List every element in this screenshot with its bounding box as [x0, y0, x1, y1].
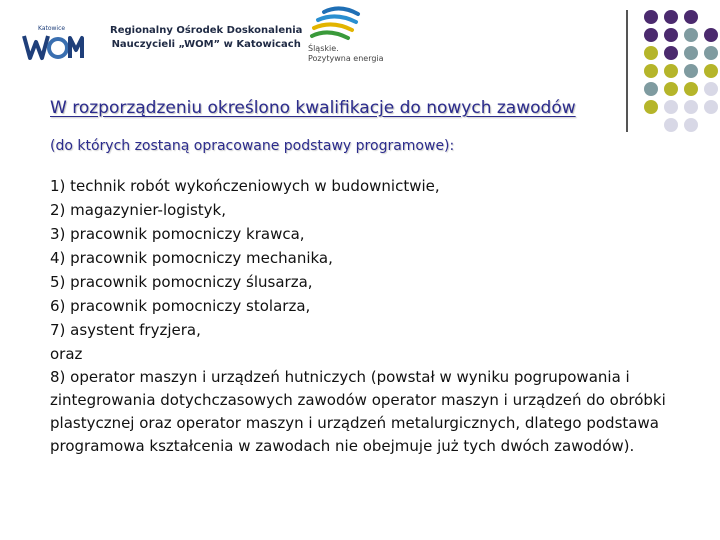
decor-dot [664, 10, 678, 24]
occupation-list [50, 174, 690, 458]
decor-dot [644, 46, 658, 60]
slaskie-logo-text [308, 44, 384, 64]
decor-dot [644, 28, 658, 42]
list-item: 2) magazynier-logistyk, [50, 201, 227, 219]
wom-logo-small-text: Katowice [38, 25, 66, 32]
decor-dot [684, 10, 698, 24]
decor-dot [664, 46, 678, 60]
decor-dot [704, 46, 718, 60]
list-item: 7) asystent fryzjera, [50, 321, 201, 339]
wom-logo [18, 22, 84, 64]
decor-dot [704, 64, 718, 78]
list-item: 3) pracownik pomocniczy krawca, [50, 225, 305, 243]
list-item-8: 8) operator maszyn i urządzeń hutniczych (powstał w wyniku pogrupowania i zintegrowania dotychczasowych zawodów operator maszyn i urządzeń do obróbki plastycznej oraz operator maszyn i urządzeń metalurgicznych, dlatego podstawa programowa kształcenia w zawodach nie obejmuje już tych dwóch zawodów). [50, 368, 666, 455]
decor-dot [664, 64, 678, 78]
slide-subtitle: (do których zostaną opracowane podstawy programowe): [50, 138, 455, 154]
slaskie-line1: Śląskie. [308, 44, 339, 53]
organization-name-line2: Nauczycieli „WOM” w Katowicach [111, 39, 301, 50]
list-item: oraz [50, 345, 83, 363]
decor-dot [644, 10, 658, 24]
decor-dot [704, 82, 718, 96]
decor-dot [644, 100, 658, 114]
decor-dot [644, 82, 658, 96]
decor-dot [704, 100, 718, 114]
decor-dot [704, 28, 718, 42]
decor-dot [684, 82, 698, 96]
decor-dot [664, 118, 678, 132]
organization-name-line1: Regionalny Ośrodek Doskonalenia [110, 25, 303, 36]
slide-title: W rozporządzeniu określono kwalifikacje do nowych zawodów [50, 98, 576, 118]
header-divider [626, 10, 628, 132]
decor-dot [664, 100, 678, 114]
decor-dot [664, 28, 678, 42]
decor-dot [664, 82, 678, 96]
decor-dot [684, 46, 698, 60]
list-item: 5) pracownik pomocniczy ślusarza, [50, 273, 313, 291]
decorative-dot-grid [638, 10, 718, 134]
list-item: 6) pracownik pomocniczy stolarza, [50, 297, 311, 315]
slaskie-line2: Pozytywna energia [308, 54, 384, 63]
decor-dot [684, 64, 698, 78]
decor-dot [684, 118, 698, 132]
decor-dot [644, 64, 658, 78]
list-item: 4) pracownik pomocniczy mechanika, [50, 249, 333, 267]
decor-dot [684, 28, 698, 42]
list-item: 1) technik robót wykończeniowych w budownictwie, [50, 177, 440, 195]
organization-name [110, 24, 302, 52]
decor-dot [684, 100, 698, 114]
